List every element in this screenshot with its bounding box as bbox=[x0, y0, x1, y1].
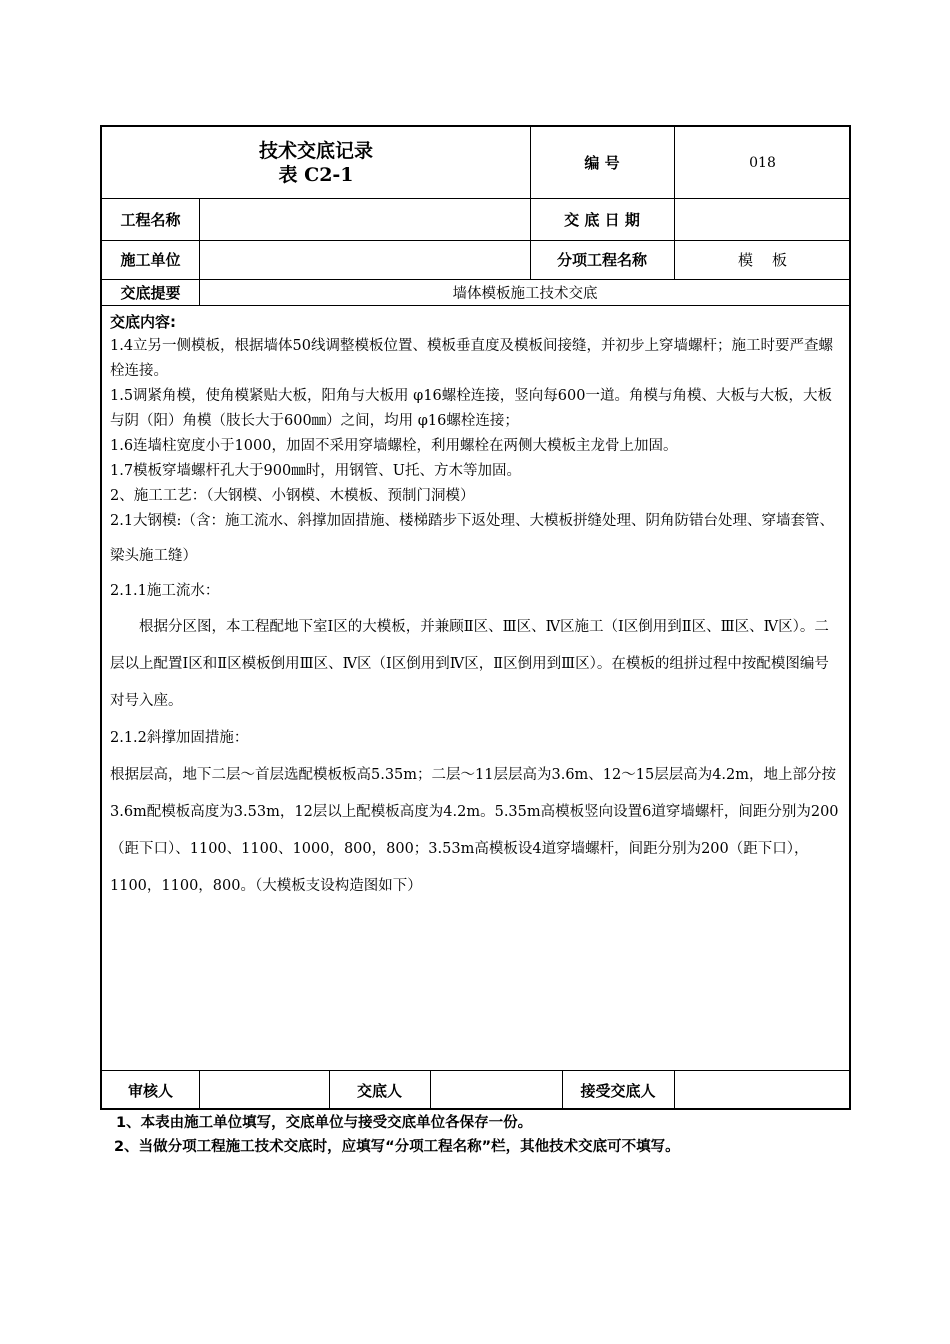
content-paragraph: 1.5调紧角模，使角模紧贴大板，阳角与大板用 φ16螺栓连接，竖向每600一道。角模与角模、大板与大板，大板与阴（阳）角模（肢长大于600㎜）之间，均用 φ16螺栓连接； bbox=[110, 388, 832, 429]
date-label: 交 底 日 期 bbox=[564, 210, 640, 229]
discloser-field[interactable] bbox=[430, 1070, 562, 1110]
content-paragraph: 1.6连墙柱宽度小于1000，加固不采用穿墙螺栓，利用螺栓在两侧大模板主龙骨上加固。 bbox=[110, 438, 678, 454]
content-heading: 交底内容: bbox=[110, 313, 176, 331]
receiver-label: 接受交底人 bbox=[580, 1081, 656, 1100]
note-item: 2、当做分项工程施工技术交底时，应填写“分项工程名称”栏，其他技术交底可不填写。 bbox=[114, 1139, 680, 1155]
content-paragraph: 根据分区图，本工程配地下室Ⅰ区的大模板，并兼顾Ⅱ区、Ⅲ区、Ⅳ区施工（Ⅰ区倒用到Ⅱ区、Ⅲ区、Ⅳ区）。二层以上配置Ⅰ区和Ⅱ区模板倒用Ⅲ区、Ⅳ区（Ⅰ区倒用到Ⅳ区，Ⅱ区倒用到Ⅲ区）。在模板的组拼过程中按配模图编号对号入座。 bbox=[110, 619, 829, 709]
form-notes bbox=[116, 1111, 680, 1159]
content-paragraph: 根据层高，地下二层～首层选配模板板高5.35m；二层～11层层高为3.6m、12～15层层高为4.2m，地上部分按3.6m配模板高度为3.53m，12层以上配模板高度为4.2m。5.35m高模板竖向设置6道穿墙螺杆，间距分别为200（距下口）、1100、1100、1000，800，800；3.53m高模板设4道穿墙螺杆，间距分别为200（距下口），1100，1100，800。（大模板支设构造图如下） bbox=[110, 767, 839, 894]
content-paragraph: 2、施工工艺：（大钢模、小钢模、木模板、预制门洞模） bbox=[110, 488, 475, 504]
content-paragraph: 2.1.1施工流水： bbox=[110, 583, 220, 599]
row-divider bbox=[102, 305, 849, 306]
project-name-field[interactable] bbox=[199, 198, 530, 240]
contractor-label: 施工单位 bbox=[120, 251, 181, 269]
receiver-field[interactable] bbox=[674, 1070, 851, 1110]
disclosure-form bbox=[100, 125, 851, 1110]
number-value[interactable]: 018 bbox=[749, 154, 776, 171]
content-paragraph: 1.4立另一侧模板，根据墙体50线调整模板位置、模板垂直度及模板间接缝，并初步上穿墙螺杆；施工时要严查螺栓连接。 bbox=[110, 338, 834, 379]
content-paragraph: 2.1大钢模:（含：施工流水、斜撑加固措施、楼梯踏步下返处理、大模板拼缝处理、阴角防错台处理、穿墙套管、梁头施工缝） bbox=[110, 513, 834, 564]
form-title bbox=[102, 127, 530, 198]
disclosure-content bbox=[110, 311, 843, 905]
note-item: 1、本表由施工单位填写，交底单位与接受交底单位各保存一份。 bbox=[116, 1115, 533, 1131]
form-title-line2: 表 C2-1 bbox=[278, 163, 354, 186]
reviewer-field[interactable] bbox=[199, 1070, 329, 1110]
contractor-field[interactable] bbox=[199, 240, 530, 279]
summary-label: 交底提要 bbox=[120, 283, 181, 302]
content-paragraph: 2.1.2斜撑加固措施： bbox=[110, 730, 249, 746]
project-name-label: 工程名称 bbox=[120, 210, 181, 229]
date-field[interactable] bbox=[674, 198, 851, 240]
form-title-line1: 技术交底记录 bbox=[258, 139, 373, 162]
sub-project-field[interactable]: 模 板 bbox=[737, 251, 788, 269]
number-label: 编 号 bbox=[584, 154, 620, 172]
discloser-label: 交底人 bbox=[356, 1081, 402, 1100]
reviewer-label: 审核人 bbox=[127, 1081, 173, 1100]
sub-project-label: 分项工程名称 bbox=[556, 251, 647, 269]
summary-field[interactable]: 墙体模板施工技术交底 bbox=[452, 285, 598, 302]
content-paragraph: 1.7模板穿墙螺杆孔大于900㎜时，用钢管、U托、方木等加固。 bbox=[110, 463, 521, 479]
